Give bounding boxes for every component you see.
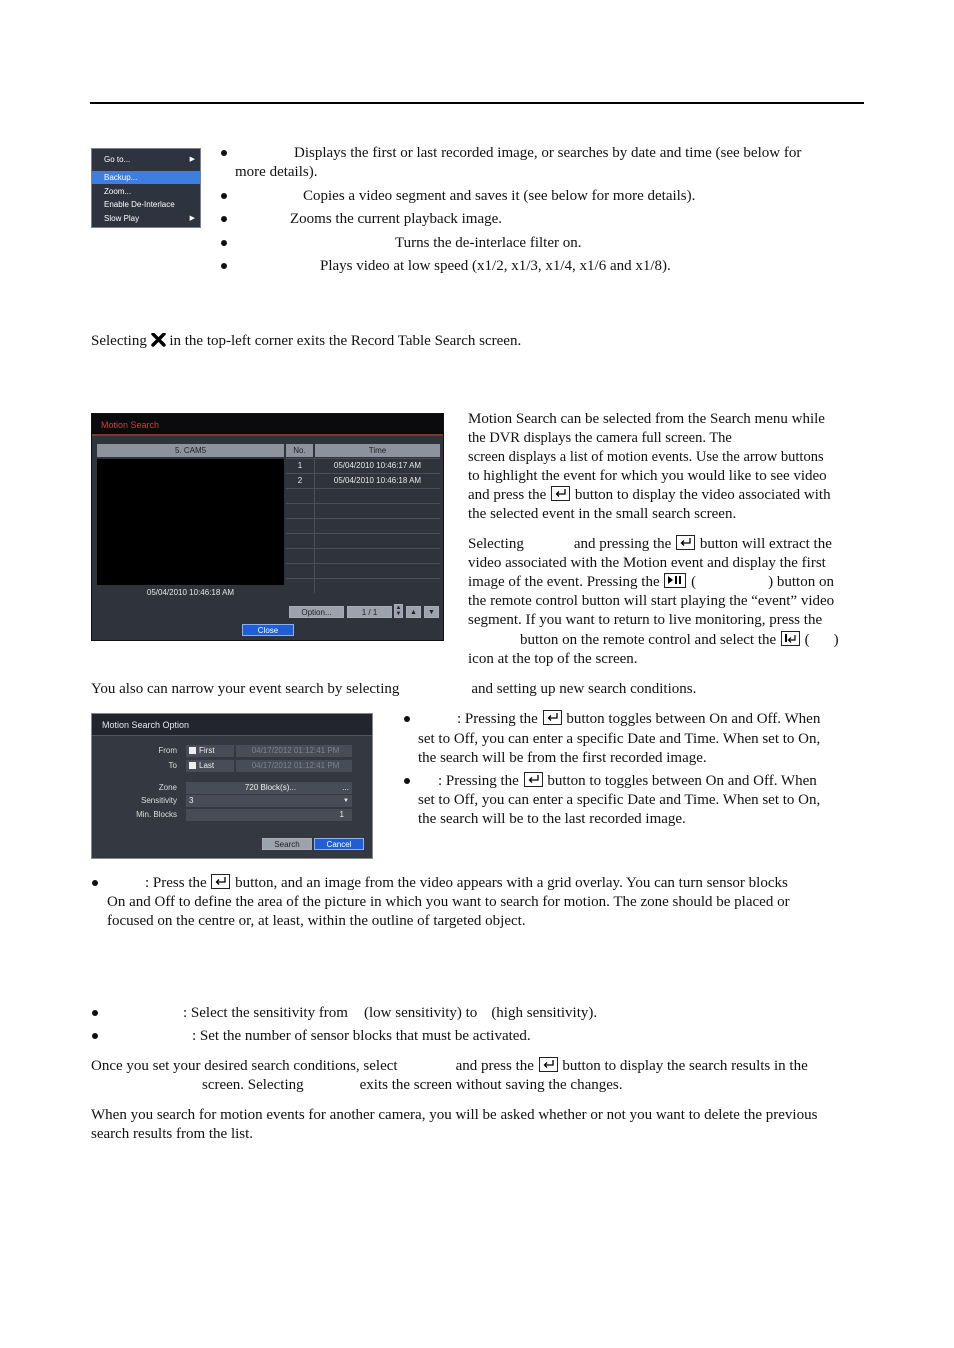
ms-text: the DVR displays the camera full screen. The bbox=[468, 430, 732, 446]
cancel-button[interactable]: Cancel bbox=[314, 838, 364, 850]
menu-item-label: Zoom... bbox=[104, 187, 132, 196]
first-description bbox=[457, 710, 820, 729]
final-text bbox=[91, 1057, 808, 1076]
bullet-dot bbox=[221, 193, 227, 199]
search-video-screen[interactable] bbox=[97, 459, 284, 585]
menu-item-slow-play[interactable] bbox=[92, 212, 200, 225]
enter-key-icon bbox=[211, 874, 230, 889]
bullet-dot bbox=[221, 263, 227, 269]
bullet-dot bbox=[404, 716, 410, 722]
ms-text-part: button on the remote control and select the bbox=[520, 632, 777, 648]
ms-text-part: ) button on bbox=[768, 574, 834, 590]
first-description: the search will be from the first recorded image. bbox=[418, 750, 707, 766]
first-checkbox-label: First bbox=[199, 746, 215, 755]
motion-search-option-window bbox=[91, 713, 373, 859]
table-row[interactable] bbox=[286, 473, 440, 488]
to-label: To bbox=[168, 761, 177, 770]
close-button[interactable]: Close bbox=[242, 624, 294, 636]
backup-description: Copies a video segment and saves it (see below for more details). bbox=[303, 188, 696, 204]
zoom-description: Zooms the current playback image. bbox=[290, 211, 503, 227]
page-indicator: 1 / 1 bbox=[347, 606, 392, 618]
min-blocks-description: : Set the number of sensor blocks that must be activated. bbox=[192, 1028, 531, 1044]
bullet-dot bbox=[92, 880, 98, 886]
arrow-up-icon: ▲ bbox=[410, 609, 417, 616]
table-row[interactable] bbox=[286, 503, 440, 518]
final-text: search results from the list. bbox=[91, 1126, 254, 1142]
zone-description bbox=[145, 874, 788, 893]
ms-text: the remote control button will start playing the “event” video bbox=[468, 593, 835, 609]
sens-text-part: (high sensitivity). bbox=[491, 1005, 598, 1021]
video-timestamp: 05/04/2010 10:46:18 AM bbox=[146, 588, 235, 597]
close-x-icon bbox=[151, 333, 166, 347]
ms-text-part: ( bbox=[804, 632, 810, 648]
bullet-dot bbox=[221, 240, 227, 246]
ms-text-part: ( bbox=[691, 574, 697, 590]
ms-text: to highlight the event for which you would like to see video bbox=[468, 468, 827, 484]
event-table bbox=[286, 443, 440, 599]
sens-text-part: : Select the sensitivity from bbox=[183, 1005, 348, 1021]
last-description: set to Off, you can enter a specific Date and Time. When set to On, bbox=[418, 792, 821, 808]
table-row[interactable] bbox=[286, 563, 440, 578]
ms-text bbox=[468, 486, 831, 505]
menu-item-backup[interactable] bbox=[92, 171, 200, 184]
zone-description: On and Off to define the area of the picture in which you want to search for motion. The zone should be placed or bbox=[107, 894, 790, 910]
narrow-search-text bbox=[91, 680, 696, 699]
first-text-part: button toggles between On and Off. When bbox=[566, 711, 821, 727]
last-text-part: : Pressing the bbox=[438, 773, 519, 789]
zone-value: 720 Block(s)... bbox=[244, 783, 297, 792]
exit-note-text: Selecting bbox=[91, 333, 147, 349]
return-icon bbox=[781, 631, 800, 646]
table-row[interactable] bbox=[286, 458, 440, 473]
zone-text-part: : Press the bbox=[145, 875, 207, 891]
table-row[interactable] bbox=[286, 488, 440, 503]
menu-item-zoom[interactable] bbox=[92, 185, 200, 198]
final-text-part: exits the screen without saving the changes. bbox=[359, 1077, 623, 1093]
chevron-right-icon: ▶ bbox=[189, 215, 195, 222]
sens-text-part: (low sensitivity) to bbox=[363, 1005, 478, 1021]
camera-name: 5. CAM5 bbox=[97, 444, 284, 457]
ms-text: video associated with the Motion event and display the first bbox=[468, 555, 826, 571]
window-title: Motion Search bbox=[92, 414, 443, 436]
from-label: From bbox=[158, 746, 177, 755]
first-description: set to Off, you can enter a specific Date and Time. When set to On, bbox=[418, 731, 821, 747]
menu-item-label: Enable De-Interlace bbox=[104, 200, 175, 209]
zone-field[interactable] bbox=[186, 782, 352, 794]
ms-text-part: and press the bbox=[468, 487, 547, 503]
narrow-text-part: and setting up new search conditions. bbox=[471, 681, 697, 697]
final-text bbox=[202, 1076, 622, 1095]
ms-text-part: and pressing the bbox=[573, 536, 672, 552]
exit-note bbox=[91, 332, 521, 351]
to-datetime-field[interactable]: 04/17/2012 01:12:41 PM bbox=[236, 760, 352, 772]
page-stepper[interactable] bbox=[394, 604, 403, 618]
play-pause-key-icon bbox=[664, 573, 686, 588]
enter-key-icon bbox=[551, 486, 570, 501]
bullet-dot bbox=[92, 1010, 98, 1016]
from-datetime-field[interactable]: 04/17/2012 01:12:41 PM bbox=[236, 745, 352, 757]
sensitivity-field[interactable] bbox=[186, 795, 352, 807]
ms-text-part: button will extract the bbox=[699, 536, 832, 552]
bullet-dot bbox=[221, 216, 227, 222]
enter-key-icon bbox=[676, 535, 695, 550]
column-header-no: No. bbox=[286, 444, 313, 457]
table-row[interactable] bbox=[286, 518, 440, 533]
final-text-part: button to display the search results in the bbox=[562, 1058, 808, 1074]
bullet-dot bbox=[92, 1033, 98, 1039]
first-text-part: : Pressing the bbox=[457, 711, 538, 727]
final-text: When you search for motion events for another camera, you will be asked whether or not you want to delete the previous bbox=[91, 1107, 818, 1123]
enter-key-icon bbox=[524, 772, 543, 787]
zone-description: focused on the centre or, at least, within the outline of targeted object. bbox=[107, 913, 526, 929]
sensitivity-label: Sensitivity bbox=[140, 796, 177, 805]
playback-context-menu bbox=[91, 148, 201, 228]
goto-description-cont: more details). bbox=[235, 164, 318, 180]
table-row[interactable] bbox=[286, 548, 440, 563]
zone-label: Zone bbox=[158, 783, 177, 792]
last-description: the search will be to the last recorded image. bbox=[418, 811, 686, 827]
menu-item-label: Go to... bbox=[104, 155, 131, 164]
first-checkbox[interactable] bbox=[186, 745, 234, 757]
window-title: Motion Search Option bbox=[92, 714, 372, 736]
enter-key-icon bbox=[543, 710, 562, 725]
table-row[interactable] bbox=[286, 578, 440, 593]
zone-dots: ... bbox=[342, 783, 349, 792]
last-checkbox[interactable] bbox=[186, 760, 234, 772]
ms-text bbox=[520, 631, 839, 650]
deinterlace-description: Turns the de-interlace filter on. bbox=[395, 235, 582, 251]
final-text-part: Once you set your desired search conditions, select bbox=[91, 1058, 398, 1074]
chevron-up-icon: ▲ bbox=[395, 605, 402, 611]
scroll-up-button[interactable] bbox=[406, 606, 421, 618]
ms-text-part: button to display the video associated with bbox=[574, 487, 831, 503]
arrow-down-icon: ▼ bbox=[428, 609, 435, 616]
sensitivity-value: 3 bbox=[189, 796, 194, 805]
ms-text-part: ) bbox=[833, 632, 839, 648]
narrow-text-part: You also can narrow your event search by selecting bbox=[91, 681, 400, 697]
ms-text bbox=[468, 535, 832, 554]
ms-text: Motion Search can be selected from the Search menu while bbox=[468, 411, 825, 427]
motion-search-window bbox=[91, 413, 444, 641]
menu-item-deinterlace[interactable] bbox=[92, 198, 200, 211]
ms-text: the selected event in the small search screen. bbox=[468, 506, 737, 522]
header-rule bbox=[90, 102, 864, 104]
goto-description: Displays the first or last recorded image, or searches by date and time (see below for bbox=[294, 145, 802, 161]
ms-text: screen displays a list of motion events. Use the arrow buttons bbox=[468, 449, 824, 465]
row-time: 05/04/2010 10:46:17 AM bbox=[333, 461, 422, 470]
menu-item-label: Backup... bbox=[104, 173, 138, 182]
final-text-part: and press the bbox=[455, 1058, 534, 1074]
chevron-right-icon: ▶ bbox=[189, 156, 195, 163]
exit-note-text: in the top-left corner exits the Record Table Search screen. bbox=[169, 333, 522, 349]
row-number: 1 bbox=[297, 461, 303, 470]
search-button[interactable]: Search bbox=[262, 838, 312, 850]
bullet-dot bbox=[404, 778, 410, 784]
bullet-dot bbox=[221, 150, 227, 156]
last-checkbox-label: Last bbox=[199, 761, 215, 770]
column-header-time: Time bbox=[315, 444, 440, 457]
sensitivity-description bbox=[183, 1004, 597, 1023]
enter-key-icon bbox=[539, 1057, 558, 1072]
checkbox-checked-icon bbox=[189, 747, 196, 754]
row-number: 2 bbox=[297, 476, 303, 485]
zone-text-part: button, and an image from the video appears with a grid overlay. You can turn sensor blocks bbox=[235, 875, 788, 891]
ms-text-part: image of the event. Pressing the bbox=[468, 574, 660, 590]
ms-text: icon at the top of the screen. bbox=[468, 651, 638, 667]
slow-play-description: Plays video at low speed (x1/2, x1/3, x1/4, x1/6 and x1/8). bbox=[320, 258, 671, 274]
ms-text: segment. If you want to return to live monitoring, press the bbox=[468, 612, 823, 628]
dropdown-icon: ▼ bbox=[343, 798, 349, 804]
final-text-part: screen. Selecting bbox=[202, 1077, 304, 1093]
scroll-down-button[interactable] bbox=[424, 606, 439, 618]
min-blocks-field[interactable]: 1 bbox=[186, 809, 352, 821]
menu-item-goto[interactable] bbox=[92, 153, 200, 166]
table-row[interactable] bbox=[286, 533, 440, 548]
menu-item-label: Slow Play bbox=[104, 214, 140, 223]
checkbox-checked-icon bbox=[189, 762, 196, 769]
ms-text-part: Selecting bbox=[468, 536, 524, 552]
last-text-part: button to toggles between On and Off. When bbox=[547, 773, 817, 789]
min-blocks-label: Min. Blocks bbox=[136, 810, 177, 819]
chevron-down-icon: ▼ bbox=[395, 611, 402, 617]
last-description bbox=[438, 772, 817, 791]
row-time: 05/04/2010 10:46:18 AM bbox=[333, 476, 422, 485]
option-button[interactable]: Option... bbox=[289, 606, 344, 618]
ms-text bbox=[468, 573, 834, 592]
